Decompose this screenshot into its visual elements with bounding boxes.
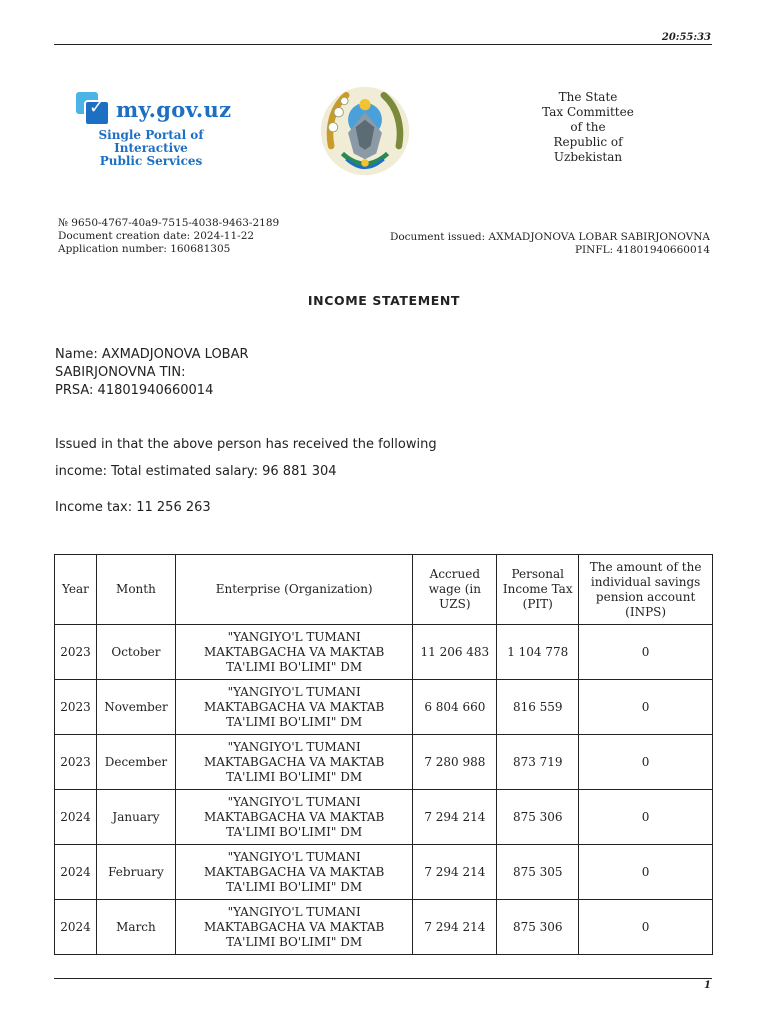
cell-inps: 0 [579,790,713,845]
cell-year: 2023 [55,680,97,735]
cell-accrued-wage: 7 294 214 [413,900,497,955]
cell-pit: 875 306 [497,790,579,845]
pinfl: PINFL: 41801940660014 [574,244,710,256]
person-name-line: Name: AXMADJONOVA LOBAR [55,347,249,362]
cell-pit: 816 559 [497,680,579,735]
cell-year: 2024 [55,845,97,900]
cell-year: 2023 [55,735,97,790]
cell-inps: 0 [579,845,713,900]
logo-subtitle: Single Portal of Interactive Public Services [98,128,204,168]
cell-month: March [96,900,175,955]
cell-pit: 1 104 778 [497,625,579,680]
bottom-rule [54,978,712,979]
cell-pit: 873 719 [497,735,579,790]
cell-month: December [96,735,175,790]
cell-inps: 0 [579,900,713,955]
header-inps: The amount of the individual savings pension account (INPS) [579,555,713,625]
cell-enterprise: "YANGIYO'L TUMANI MAKTABGACHA VA MAKTAB TA'LIMI BO'LIMI" DM [175,735,412,790]
cell-enterprise: "YANGIYO'L TUMANI MAKTABGACHA VA MAKTAB TA'LIMI BO'LIMI" DM [175,680,412,735]
table-row [55,900,713,955]
print-time: 20:55:33 [661,32,711,43]
cell-accrued-wage: 6 804 660 [413,680,497,735]
header-pit: Personal Income Tax (PIT) [497,555,579,625]
cell-inps: 0 [579,680,713,735]
cell-accrued-wage: 7 294 214 [413,790,497,845]
document-meta-left [58,217,279,256]
total-salary: income: Total estimated salary: 96 881 304 [55,464,337,479]
table-row [55,680,713,735]
cell-enterprise: "YANGIYO'L TUMANI MAKTABGACHA VA MAKTAB TA'LIMI BO'LIMI" DM [175,625,412,680]
table-row [55,735,713,790]
cell-inps: 0 [579,735,713,790]
cell-pit: 875 306 [497,900,579,955]
header-year: Year [55,555,97,625]
top-rule [54,44,712,45]
cell-enterprise: "YANGIYO'L TUMANI MAKTABGACHA VA MAKTAB TA'LIMI BO'LIMI" DM [175,790,412,845]
cell-pit: 875 305 [497,845,579,900]
table-header-row [55,555,713,625]
cell-enterprise: "YANGIYO'L TUMANI MAKTABGACHA VA MAKTAB TA'LIMI BO'LIMI" DM [175,900,412,955]
logo-text: my.gov.uz [116,96,232,122]
cell-month: February [96,845,175,900]
page-number: 1 [704,980,711,991]
header-month: Month [96,555,175,625]
issued-to: Document issued: AXMADJONOVA LOBAR SABIRJONOVNA [389,231,710,243]
table-row [55,845,713,900]
income-table [54,554,713,955]
cell-year: 2024 [55,790,97,845]
table-row [55,790,713,845]
cell-accrued-wage: 7 294 214 [413,845,497,900]
creation-date: Document creation date: 2024-11-22 [58,230,255,242]
cell-month: October [96,625,175,680]
person-info [55,346,249,400]
person-prsa-line: PRSA: 41801940660014 [55,383,214,398]
person-tin-line: SABIRJONOVNA TIN: [55,365,186,380]
cell-year: 2023 [55,625,97,680]
header-accrued-wage: Accrued wage (in UZS) [413,555,497,625]
income-tax: Income tax: 11 256 263 [55,500,211,515]
income-intro: Issued in that the above person has received the following [55,437,437,452]
table-row [55,625,713,680]
tax-committee-name: The State Tax Committee of the Republic of Uzbekistan [542,90,634,164]
cell-month: November [96,680,175,735]
mygov-logo [76,92,236,168]
header-enterprise: Enterprise (Organization) [175,555,412,625]
document-number: № 9650-4767-40a9-7515-4038-9463-2189 [58,217,280,229]
checkmark-icon: ✓ [76,92,112,126]
application-number: Application number: 160681305 [58,243,231,255]
cell-inps: 0 [579,625,713,680]
cell-accrued-wage: 11 206 483 [413,625,497,680]
cell-enterprise: "YANGIYO'L TUMANI MAKTABGACHA VA MAKTAB TA'LIMI BO'LIMI" DM [175,845,412,900]
state-emblem-icon [318,84,412,178]
document-title: INCOME STATEMENT [307,293,461,308]
cell-accrued-wage: 7 280 988 [413,735,497,790]
cell-month: January [96,790,175,845]
document-meta-right [390,231,710,257]
cell-year: 2024 [55,900,97,955]
